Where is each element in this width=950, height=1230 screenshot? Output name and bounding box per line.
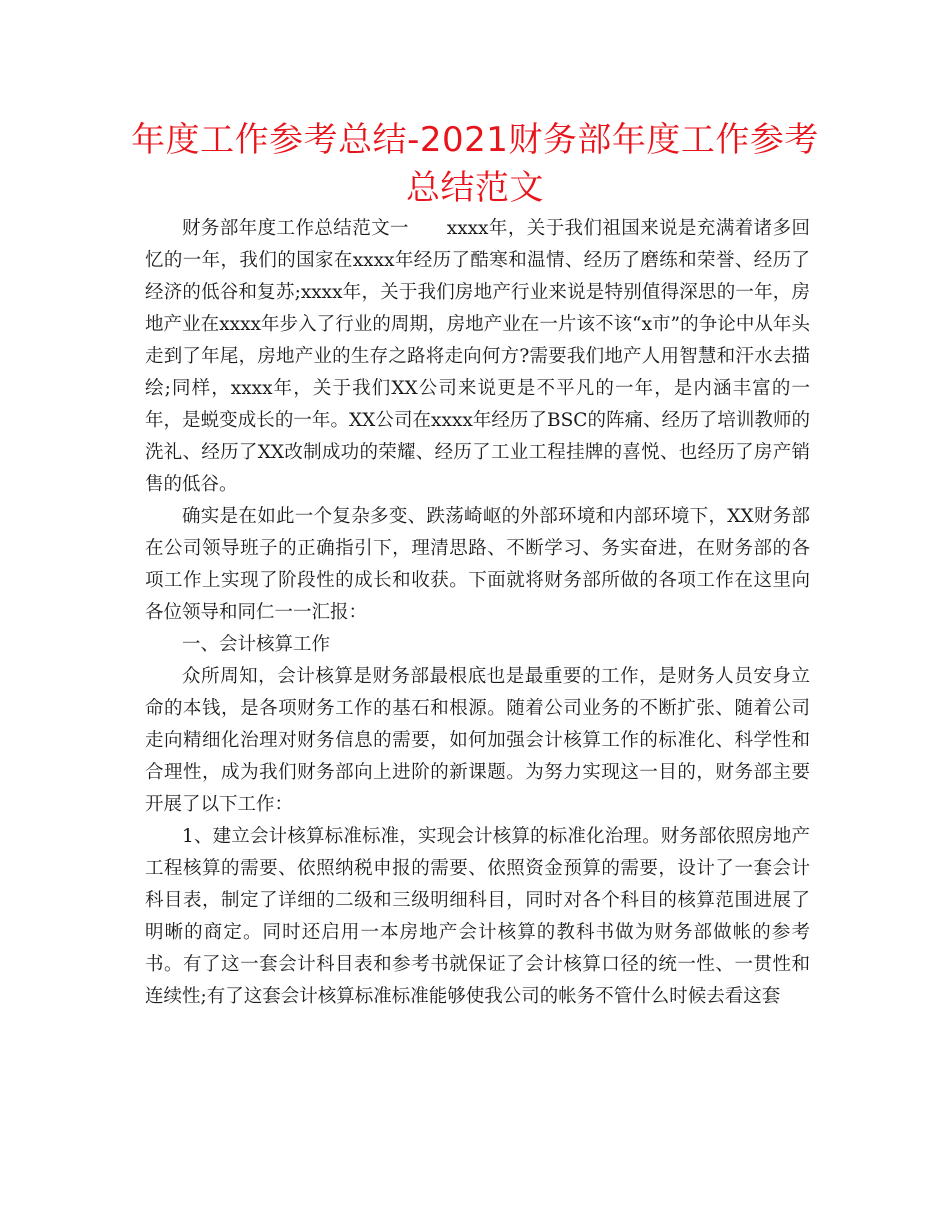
paragraph: 财务部年度工作总结范文一 xxxx年，关于我们祖国来说是充满着诸多回忆的一年，我们的国家在xxxx年经历了酷寒和温情、经历了磨练和荣誉、经历了经济的低谷和复苏;xxxx年，关于我们房地产行业来说是特别值得深思的一年，房地产业在xxxx年步入了行业的周期，房地产业在一片该不该“x市”的争论中从年头走到了年尾，房地产业的生存之路将走向何方?需要我们地产人用智慧和汗水去描绘;同样，xxxx年，关于我们XX公司来说更是不平凡的一年，是内涵丰富的一年，是蜕变成长的一年。XX公司在xxxx年经历了BSC的阵痛、经历了培训教师的洗礼、经历了XX改制成功的荣耀、经历了工业工程挂牌的喜悦、也经历了房产销售的低谷。 <box>145 218 810 495</box>
document-body <box>145 213 810 1013</box>
section-heading: 一、会计核算工作 <box>182 634 331 655</box>
paragraph: 众所周知，会计核算是财务部最根底也是最重要的工作，是财务人员安身立命的本钱，是各项财务工作的基石和根源。随着公司业务的不断扩张、随着公司走向精细化治理对财务信息的需要，如何加强会计核算工作的标准化、科学性和合理性，成为我们财务部向上进阶的新课题。为努力实现这一目的，财务部主要开展了以下工作： <box>145 666 810 815</box>
document-title: 年度工作参考总结-2021财务部年度工作参考总结范文 <box>131 120 819 208</box>
paragraph: 确实是在如此一个复杂多变、跌荡崎岖的外部环境和内部环境下，XX财务部在公司领导班子的正确指引下，理清思路、不断学习、务实奋进，在财务部的各项工作上实现了阶段性的成长和收获。下面就将财务部所做的各项工作在这里向各位领导和同仁一一汇报： <box>145 506 810 623</box>
paragraph: 1、建立会计核算标准标准，实现会计核算的标准化治理。财务部依照房地产工程核算的需要、依照纳税申报的需要、依照资金预算的需要，设计了一套会计科目表，制定了详细的二级和三级明细科目，同时对各个科目的核算范围进展了明晰的商定。同时还启用一本房地产会计核算的教科书做为财务部做帐的参考书。有了这一套会计科目表和参考书就保证了会计核算口径的统一性、一贯性和连续性;有了这套会计核算标准标准能够使我公司的帐务不管什么时候去看这套 <box>145 826 810 1007</box>
